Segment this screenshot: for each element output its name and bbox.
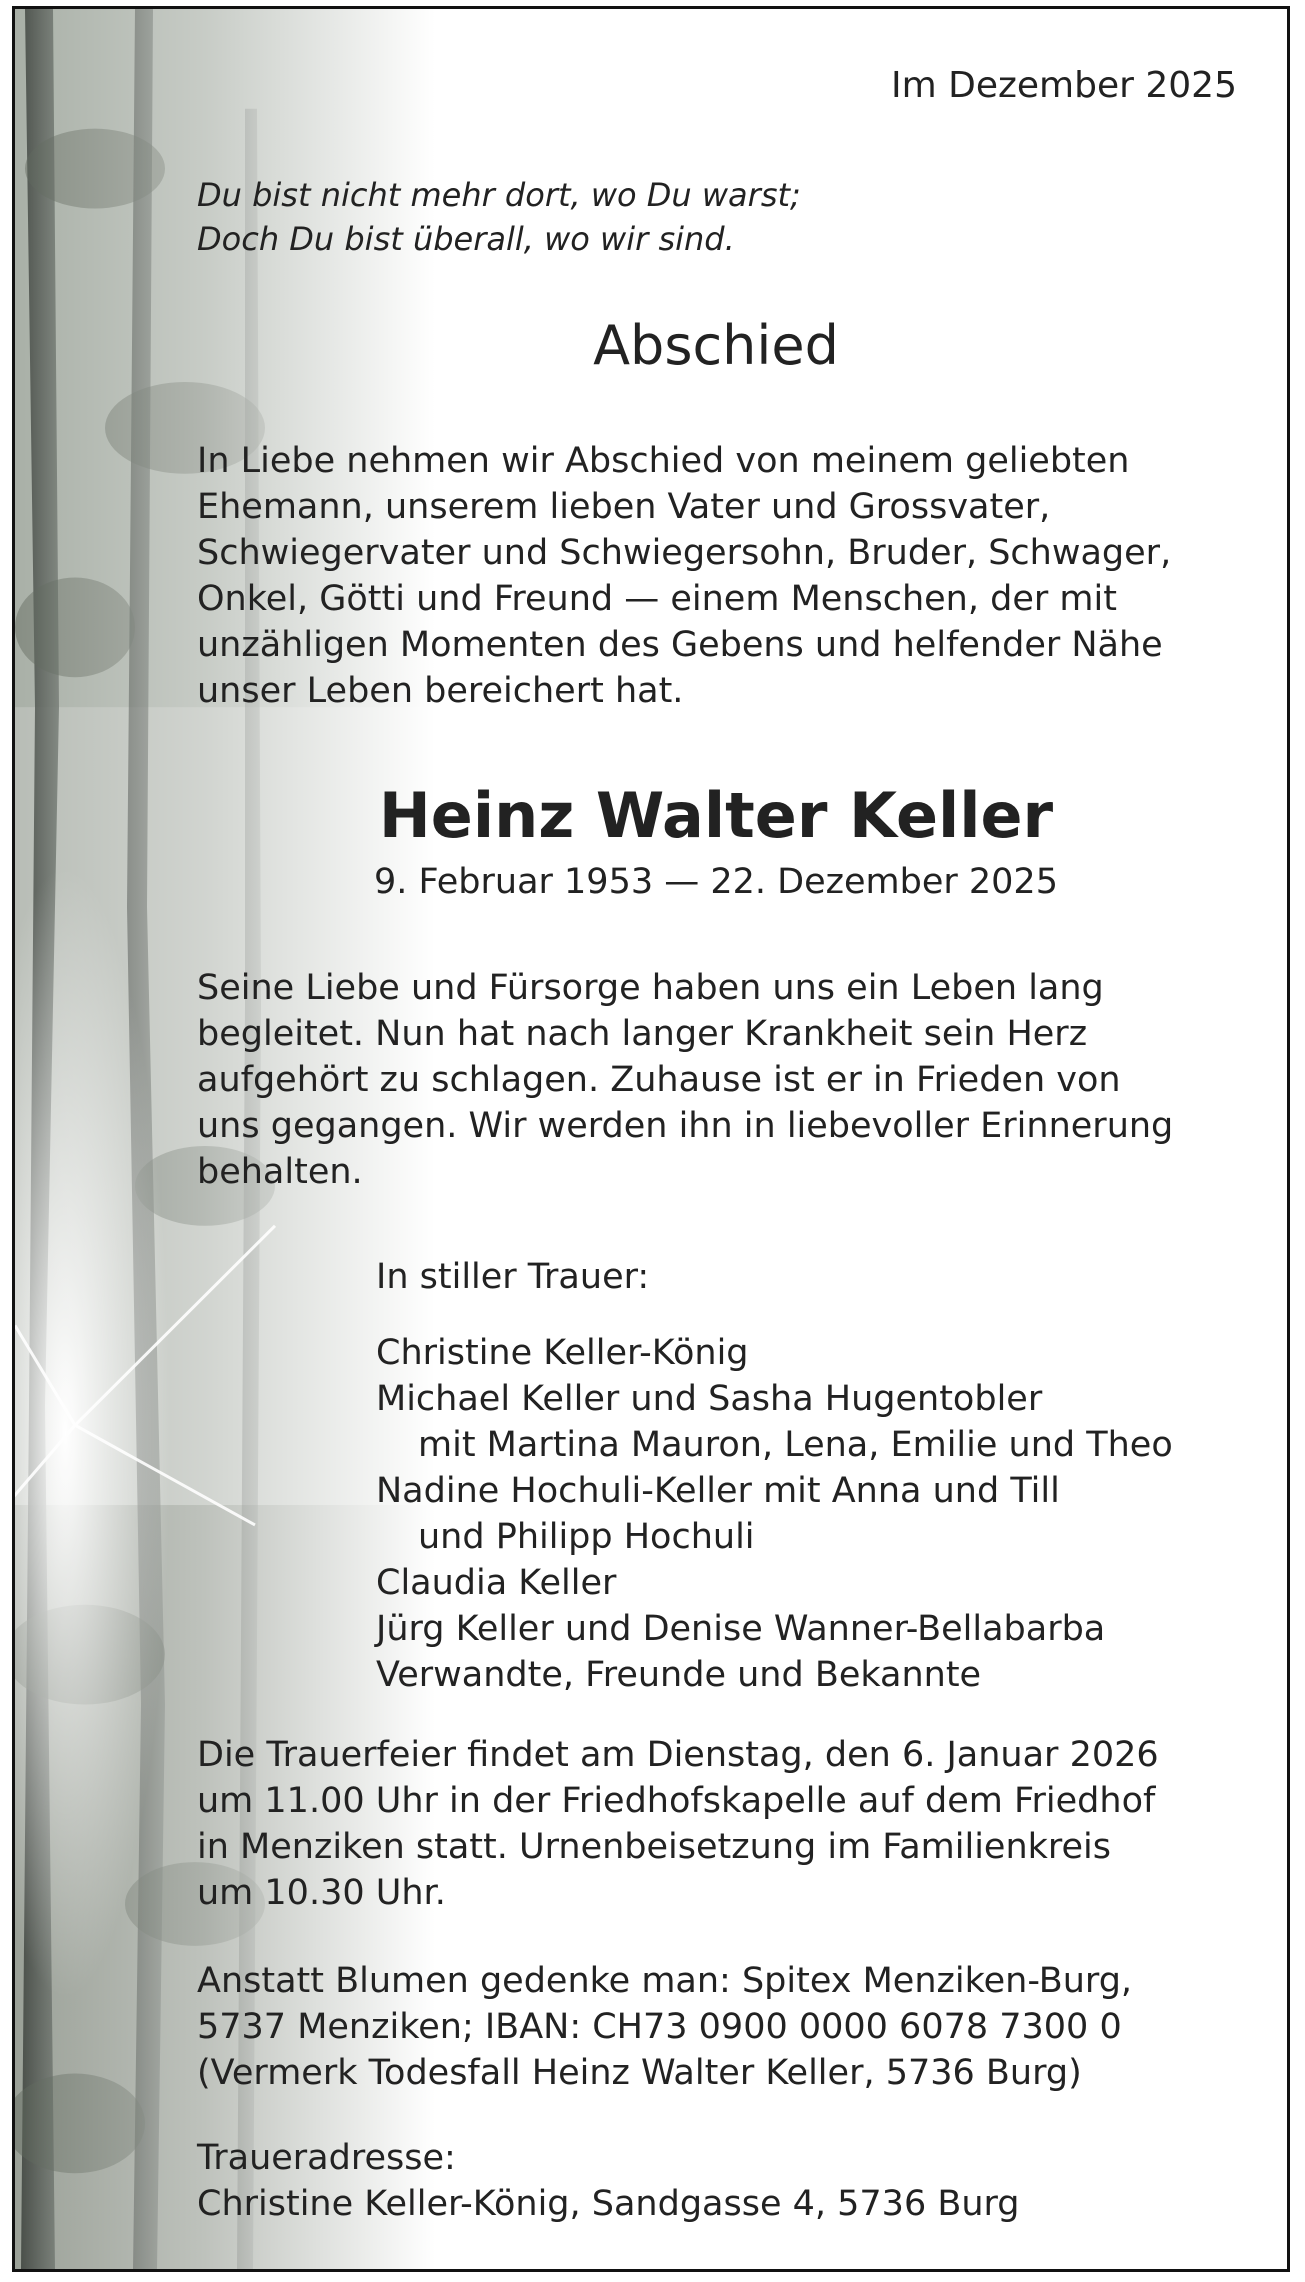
text-line: unzähligen Momenten des Gebens und helfender Nähe: [197, 625, 1163, 665]
text-line: begleitet. Nun hat nach langer Krankheit sein Herz: [197, 1014, 1088, 1054]
mourner-line: Jürg Keller und Denise Wanner-Bellabarba: [376, 1609, 1106, 1649]
text-line: (Vermerk Todesfall Heinz Walter Keller, 5736 Burg): [197, 2053, 1082, 2093]
text-line: uns gegangen. Wir werden ihn in liebevoller Erinnerung: [197, 1106, 1174, 1146]
verse-line: Doch Du bist überall, wo wir sind.: [197, 220, 735, 258]
mourner-line: Claudia Keller: [376, 1563, 617, 1603]
mourner-line: Christine Keller-König: [376, 1333, 749, 1373]
mourner-line: und Philipp Hochuli: [418, 1517, 755, 1557]
text-line: Onkel, Götti und Freund — einem Menschen, der mit: [197, 579, 1117, 619]
text-line: unser Leben bereichert hat.: [197, 671, 684, 711]
notice-date: Im Dezember 2025: [891, 65, 1237, 106]
tribute-paragraph: [197, 965, 1173, 1195]
address-line: Christine Keller-König, Sandgasse 4, 5736 Burg: [197, 2184, 1020, 2224]
obituary-frame: [12, 6, 1290, 2272]
farewell-heading: Abschied: [593, 314, 839, 377]
text-line: Ehemann, unserem lieben Vater und Grossvater,: [197, 487, 1051, 527]
text-line: In Liebe nehmen wir Abschied von meinem geliebten: [197, 441, 1130, 481]
text-line: in Menziken statt. Urnenbeisetzung im Familienkreis: [197, 1827, 1112, 1867]
text-line: Die Trauerfeier findet am Dienstag, den 6. Januar 2026: [197, 1735, 1159, 1775]
mourner-line: Michael Keller und Sasha Hugentobler: [376, 1379, 1043, 1419]
service-paragraph: [197, 1732, 1159, 1916]
verse-line: Du bist nicht mehr dort, wo Du warst;: [197, 176, 801, 214]
text-line: behalten.: [197, 1152, 363, 1192]
text-line: 5737 Menziken; IBAN: CH73 0900 0000 6078 7300 0: [197, 2007, 1122, 2047]
text-line: Schwiegervater und Schwiegersohn, Bruder, Schwager,: [197, 533, 1172, 573]
address-label: Traueradresse:: [197, 2138, 456, 2178]
text-line: um 10.30 Uhr.: [197, 1873, 446, 1913]
life-dates: 9. Februar 1953 — 22. Dezember 2025: [374, 862, 1058, 902]
text-line: Seine Liebe und Fürsorge haben uns ein Leben lang: [197, 968, 1104, 1008]
text-line: um 11.00 Uhr in der Friedhofskapelle auf dem Friedhof: [197, 1781, 1156, 1821]
text-line: aufgehört zu schlagen. Zuhause ist er in Frieden von: [197, 1060, 1121, 1100]
text-line: Anstatt Blumen gedenke man: Spitex Menziken-Burg,: [197, 1961, 1133, 2001]
mourners-list: [376, 1254, 1173, 1698]
verse-quote: [197, 173, 801, 261]
mourner-line: mit Martina Mauron, Lena, Emilie und Theo: [418, 1425, 1173, 1465]
mourner-line: Nadine Hochuli-Keller mit Anna und Till: [376, 1471, 1060, 1511]
address-paragraph: [197, 2135, 1020, 2227]
intro-paragraph: [197, 438, 1171, 714]
mourners-intro: In stiller Trauer:: [376, 1257, 650, 1297]
mourner-line: Verwandte, Freunde und Bekannte: [376, 1655, 982, 1695]
deceased-name: Heinz Walter Keller: [378, 779, 1054, 852]
donation-paragraph: [197, 1958, 1132, 2096]
